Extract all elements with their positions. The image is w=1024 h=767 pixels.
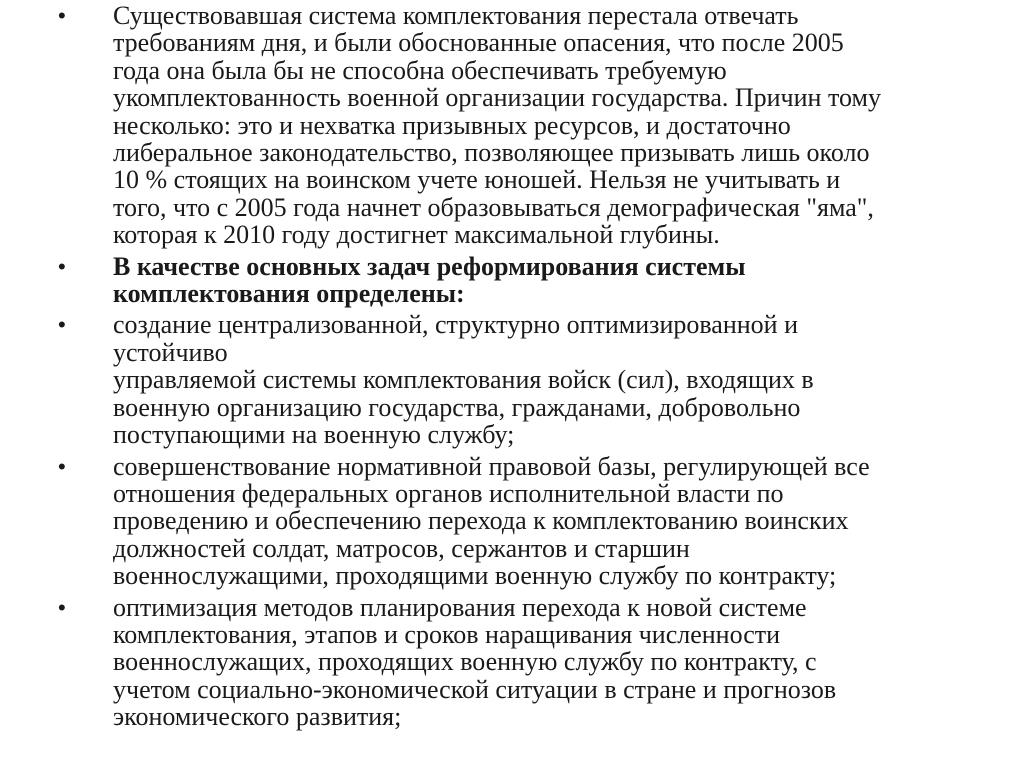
text-line: военную организацию государства, гражданами, добровольно [113, 392, 801, 422]
text-line: отношения федеральных органов исполнительной власти по [113, 478, 784, 508]
text-line: поступающими на военную службу; [113, 420, 515, 450]
text-line: несколько: это и нехватка призывных ресурсов, и достаточно [113, 110, 791, 140]
text-line: требованиям дня, и были обоснованные опасения, что после 2005 [113, 28, 844, 58]
bullet-text [113, 453, 978, 590]
text-line: Существовавшая система комплектования перестала отвечать [113, 1, 799, 30]
text-line: создание централизованной, структурно оптимизированной и [113, 310, 798, 340]
bullet-dot-icon: • [58, 3, 66, 28]
bullet-item [58, 2, 978, 249]
bullet-text [113, 253, 978, 308]
text-line: военнослужащих, проходящих военную службу по контракту, с [113, 647, 817, 677]
text-line: года она была бы не способна обеспечивать требуемую [113, 55, 727, 85]
text-line: устойчиво [113, 337, 228, 367]
text-line: комплектования определены: [113, 279, 465, 309]
text-line: 10 % стоящих на воинском учете юношей. Нельзя не учитывать и [113, 165, 841, 195]
bullet-item [58, 594, 978, 731]
text-line: которая к 2010 году достигнет максимальной глубины. [113, 220, 720, 250]
bullet-text [113, 311, 978, 448]
text-line: военнослужащими, проходящими военную службу по контракту; [113, 561, 837, 591]
bullet-dot-icon: • [58, 253, 66, 279]
text-line: того, что с 2005 года начнет образовываться демографическая "яма", [113, 192, 874, 222]
bullet-text [113, 2, 978, 249]
bullet-item [58, 311, 978, 448]
text-line: укомплектованность военной организации государства. Причин тому [113, 83, 881, 113]
text-line: оптимизация методов планирования перехода к новой системе [113, 592, 807, 622]
bullet-item [58, 453, 978, 590]
bullet-dot-icon: • [58, 453, 66, 479]
bullet-dot-icon: • [58, 594, 66, 620]
bullet-list [58, 2, 978, 735]
text-line: экономического развития; [113, 702, 402, 732]
bullet-dot-icon: • [58, 312, 66, 338]
bullet-text [113, 594, 978, 731]
text-line: В качестве основных задач реформирования системы [113, 251, 746, 281]
text-line: либеральное законодательство, позволяющее призывать лишь около [113, 138, 870, 168]
text-line: должностей солдат, матросов, сержантов и старшин [113, 533, 690, 563]
bullet-item [58, 253, 978, 308]
text-line: комплектования, этапов и сроков наращивания численности [113, 619, 781, 649]
text-line: совершенствование нормативной правовой базы, регулирующей все [113, 451, 870, 481]
text-line: управляемой системы комплектования войск (сил), входящих в [113, 365, 814, 395]
text-line: проведению и обеспечению перехода к комплектованию воинских [113, 506, 849, 536]
text-line: учетом социально-экономической ситуации в стране и прогнозов [113, 674, 837, 704]
